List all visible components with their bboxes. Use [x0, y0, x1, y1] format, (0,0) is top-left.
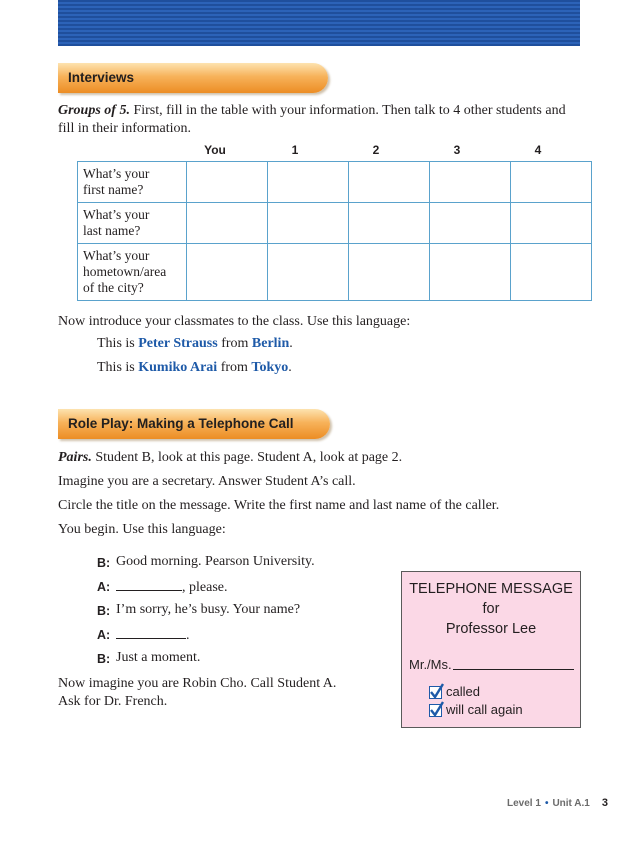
- caller-label: Mr./Ms.: [409, 657, 452, 672]
- example-name: Kumiko Arai: [138, 360, 218, 375]
- answer-cell[interactable]: [349, 244, 430, 301]
- example-prefix: This is: [97, 336, 139, 351]
- introduce-instruction: Now introduce your classmates to the class. Use this language:: [58, 314, 411, 329]
- example-end: .: [288, 360, 292, 375]
- answer-cell[interactable]: [268, 203, 349, 244]
- section-title-role-play: Role Play: Making a Telephone Call: [58, 409, 330, 439]
- example-from: from: [217, 336, 252, 351]
- dialogue-text: I’m sorry, he’s busy. Your name?: [116, 602, 301, 617]
- checkmark-icon: [429, 700, 445, 718]
- answer-cell[interactable]: [511, 244, 592, 301]
- closing-instruction: [58, 675, 378, 711]
- caller-name-line[interactable]: [453, 669, 574, 670]
- example-line: [97, 336, 293, 352]
- column-header-1: 1: [291, 143, 299, 157]
- answer-cell[interactable]: [430, 203, 511, 244]
- example-line: [97, 360, 292, 376]
- dialogue-speaker: A:: [97, 628, 111, 642]
- column-header-3: 3: [453, 143, 461, 157]
- answer-cell[interactable]: [187, 244, 268, 301]
- row-question: [78, 244, 187, 301]
- interview-table: [77, 161, 592, 301]
- roleplay-line: Imagine you are a secretary. Answer Student A’s call.: [58, 474, 356, 489]
- table-row: [78, 203, 592, 244]
- column-header-you: You: [204, 143, 226, 157]
- question-line: What’s your: [83, 207, 150, 222]
- table-row: [78, 162, 592, 203]
- example-name: Peter Strauss: [138, 336, 218, 351]
- section-title-interviews: Interviews: [58, 63, 328, 93]
- pairs-text: Student B, look at this page. Student A, look at page 2.: [91, 450, 403, 465]
- dialogue-speaker: B:: [97, 556, 111, 570]
- footer-level: Level 1: [507, 798, 541, 809]
- roleplay-line: Circle the title on the message. Write the first name and last name of the caller.: [58, 498, 500, 513]
- page-number: 3: [601, 797, 608, 809]
- closing-line: Now imagine you are Robin Cho. Call Student A.: [58, 676, 337, 691]
- question-line: hometown/area: [83, 264, 167, 279]
- example-end: .: [289, 336, 293, 351]
- pairs-instruction: [58, 449, 583, 467]
- check-label-called: called: [446, 684, 480, 699]
- answer-cell[interactable]: [430, 244, 511, 301]
- example-place: Tokyo: [251, 360, 289, 375]
- question-line: last name?: [83, 223, 141, 238]
- answer-cell[interactable]: [511, 162, 592, 203]
- dialogue-line-with-blank: [116, 626, 190, 644]
- message-for: for: [482, 601, 500, 617]
- dialogue-text: , please.: [182, 580, 228, 595]
- example-from: from: [217, 360, 252, 375]
- column-header-4: 4: [534, 143, 542, 157]
- example-place: Berlin: [251, 336, 290, 351]
- answer-cell[interactable]: [349, 162, 430, 203]
- called-checkbox[interactable]: [429, 686, 442, 699]
- question-line: first name?: [83, 182, 144, 197]
- dialogue-text: .: [186, 628, 190, 643]
- answer-cell[interactable]: [268, 162, 349, 203]
- bullet-icon: •: [544, 798, 549, 809]
- table-row: [78, 244, 592, 301]
- dialogue-speaker: B:: [97, 652, 111, 666]
- question-line: of the city?: [83, 280, 144, 295]
- row-question: [78, 162, 187, 203]
- question-line: What’s your: [83, 248, 150, 263]
- answer-cell[interactable]: [511, 203, 592, 244]
- footer-unit: Unit A.1: [552, 798, 590, 809]
- telephone-message-card: [401, 571, 581, 728]
- roleplay-line: You begin. Use this language:: [58, 522, 226, 537]
- pairs-lead: Pairs.: [58, 450, 92, 465]
- message-title: TELEPHONE MESSAGE: [409, 581, 573, 597]
- dialogue-text: Good morning. Pearson University.: [116, 554, 315, 569]
- question-line: What’s your: [83, 166, 150, 181]
- row-question: [78, 203, 187, 244]
- check-label-will-call-again: will call again: [446, 702, 523, 717]
- answer-blank[interactable]: [116, 578, 182, 591]
- closing-line: Ask for Dr. French.: [58, 694, 168, 709]
- example-prefix: This is: [97, 360, 139, 375]
- dialogue-speaker: A:: [97, 580, 111, 594]
- dialogue-text: Just a moment.: [116, 650, 201, 665]
- answer-cell[interactable]: [187, 162, 268, 203]
- answer-blank[interactable]: [116, 626, 186, 639]
- dialogue-line-with-blank: [116, 578, 227, 596]
- interviews-instruction: [58, 102, 583, 138]
- dialogue-speaker: B:: [97, 604, 111, 618]
- answer-cell[interactable]: [349, 203, 430, 244]
- will-call-again-checkbox[interactable]: [429, 704, 442, 717]
- answer-cell[interactable]: [187, 203, 268, 244]
- header-band: [58, 0, 580, 46]
- checkmark-icon: [429, 682, 445, 700]
- answer-cell[interactable]: [430, 162, 511, 203]
- page-footer: [507, 797, 608, 809]
- instruction-text: First, fill in the table with your information. Then talk to 4 other students and fill in their information.: [58, 103, 566, 136]
- column-header-2: 2: [372, 143, 380, 157]
- message-recipient: Professor Lee: [445, 621, 537, 637]
- answer-cell[interactable]: [268, 244, 349, 301]
- instruction-lead: Groups of 5.: [58, 103, 130, 118]
